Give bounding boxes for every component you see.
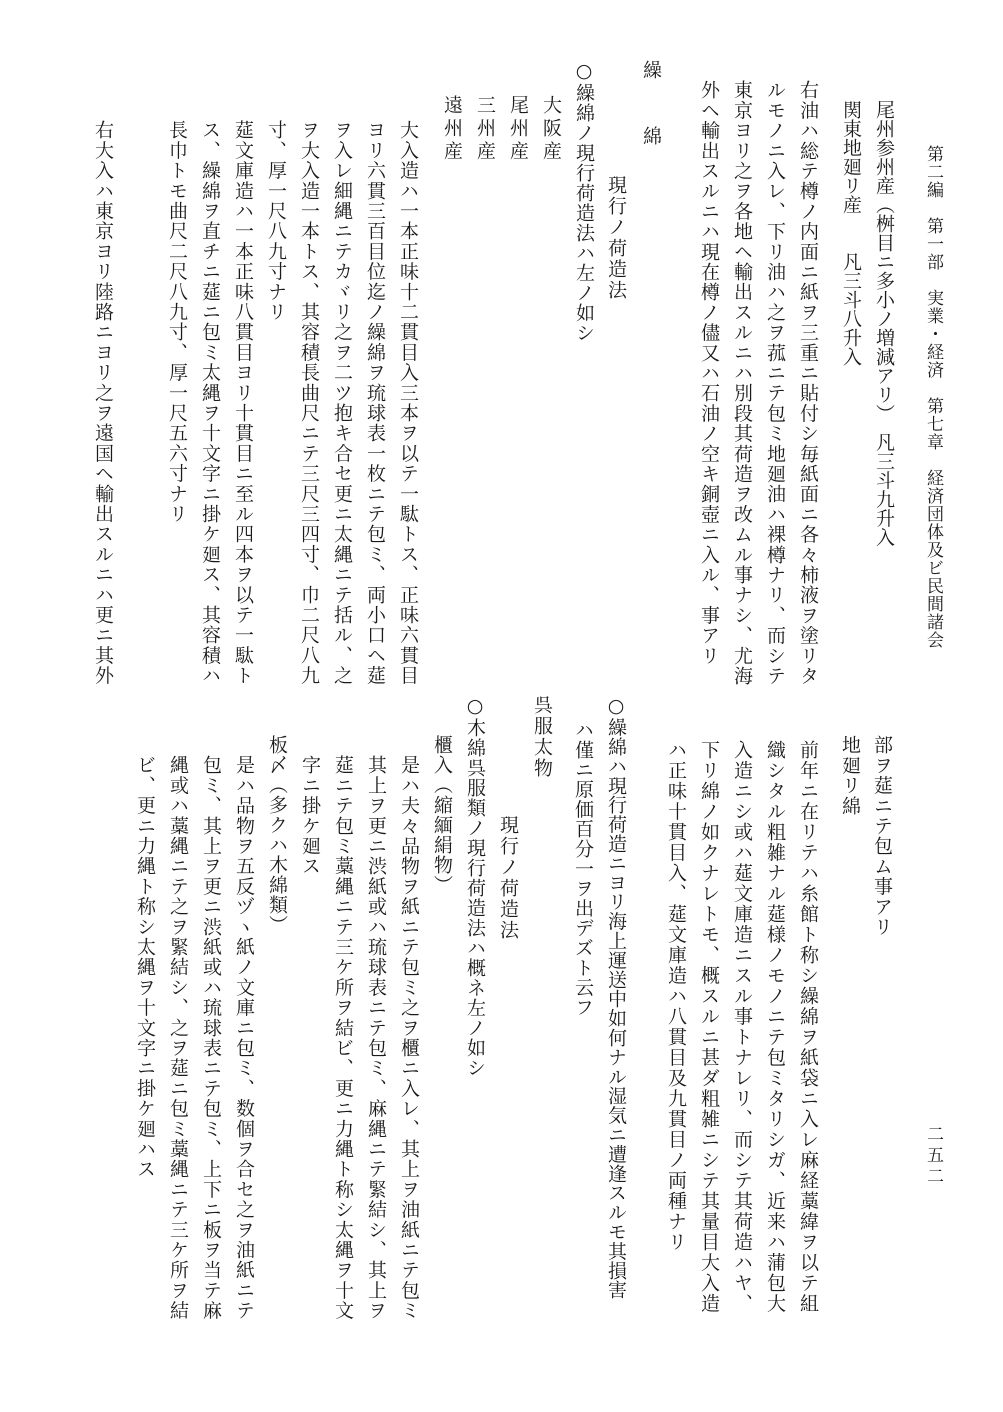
text-line: 前年ニ在リテハ糸館ト称シ繰綿ヲ紙袋ニ入レ麻経藁緯ヲ以テ組 <box>797 740 819 1314</box>
text-line: ヲ大入造一本トス、其容積長曲尺ニテ三尺三四寸、巾二尺八九 <box>298 120 320 686</box>
text-line: 織シタル粗雑ナル莚様ノモノニテ包ミタリシガ、近来ハ蒲包大 <box>764 740 786 1314</box>
text-line: 縄或ハ藁縄ニテ之ヲ緊結シ、之ヲ莚ニ包ミ藁縄ニテ三ケ所ヲ結 <box>167 755 189 1321</box>
page-number: 二五二 <box>923 1125 943 1188</box>
section-heading: 繰 綿 <box>640 60 662 159</box>
text-line: 尾州参州産（桝目ニ多小ノ増減アリ） 凡三斗九升入 <box>873 100 895 547</box>
text-line: 莚文庫造ハ一本正味八貫目ヨリ十貫目ニ至ル四本ヲ以テ一駄ト <box>232 120 254 686</box>
text-line: 字ニ掛ケ廻ス <box>299 755 321 877</box>
text-line: 遠州産 <box>441 95 463 164</box>
section-heading: 呉服太物 <box>531 695 553 779</box>
text-line: 尾州産 <box>507 95 529 164</box>
text-line: ヲ入レ細縄ニテカヾリ之ヲ二ツ抱キ合セ更ニ太縄ニテ括ル、之 <box>331 120 353 686</box>
text-line: 莚ニテ包ミ藁縄ニテ三ケ所ヲ結ビ、更ニ力縄ト称シ太縄ヲ十文 <box>332 755 354 1321</box>
running-header: 第二編 第一部 実業・経済 第七章 経済団体及ビ民間諸会 <box>923 145 943 649</box>
text-line: 部ヲ莚ニテ包ム事アリ <box>871 735 893 937</box>
text-line: ハ正味十貫目入、莚文庫造ハ八貫目及九貫目ノ両種ナリ <box>665 740 687 1253</box>
text-line: 寸、厚一尺八九寸ナリ <box>265 120 287 322</box>
text-line: ○木綿呉服類ノ現行荷造法ハ概ネ左ノ如シ <box>464 695 486 1078</box>
text-line: ○繰綿ハ現行荷造ニヨリ海上運送中如何ナル湿気ニ遭逢スルモ其損害 <box>605 695 627 1300</box>
text-line: 櫃入（縮緬絹物） <box>431 735 453 895</box>
text-line: 是ハ夫々品物ヲ紙ニテ包ミ之ヲ櫃ニ入レ、其上ヲ油紙ニテ包ミ <box>398 755 420 1321</box>
text-line: 三州産 <box>474 95 496 164</box>
text-line: 入造ニシ或ハ莚文庫造ニスル事トナレリ、而シテ其荷造ハヤ、 <box>731 740 753 1314</box>
text-line: ス、繰綿ヲ直チニ莚ニ包ミ太縄ヲ十文字ニ掛ケ廻ス、其容積ハ <box>199 120 221 686</box>
text-line: 大阪産 <box>540 95 562 164</box>
text-line: 是ハ品物ヲ五反ヅヽ紙ノ文庫ニ包ミ、数個ヲ合セ之ヲ油紙ニテ <box>233 755 255 1321</box>
text-line: 包ミ、其上ヲ更ニ渋紙或ハ琉球表ニテ包ミ、上下ニ板ヲ当テ麻 <box>200 755 222 1321</box>
text-line: ビ、更ニ力縄ト称シ太縄ヲ十文字ニ掛ケ廻ハス <box>134 755 156 1180</box>
text-line: 外ヘ輸出スルニハ現在樽ノ儘又ハ石油ノ空キ銅壺ニ入ル、事アリ <box>698 80 720 666</box>
text-line: ○繰綿ノ現行荷造法ハ左ノ如シ <box>573 60 595 343</box>
subsection-heading: 現行ノ荷造法 <box>497 815 519 941</box>
text-line: ヨリ六貫三百目位迄ノ繰綿ヲ琉球表一枚ニテ包ミ、両小口ヘ莚 <box>364 120 386 686</box>
text-line: ハ僅ニ原価百分一ヲ出デズト云フ <box>572 720 594 1017</box>
text-line: 右大入ハ東京ヨリ陸路ニヨリ之ヲ遠国ヘ輸出スルニハ更ニ其外 <box>92 120 114 686</box>
text-line: 長巾トモ曲尺二尺八九寸、厚一尺五六寸ナリ <box>166 120 188 524</box>
text-line: 其上ヲ更ニ渋紙或ハ琉球表ニテ包ミ、麻縄ニテ緊結シ、其上ヲ <box>365 755 387 1321</box>
text-line: 板〆（多クハ木綿類） <box>266 735 288 935</box>
text-line: ルモノニ入レ、下リ油ハ之ヲ菰ニテ包ミ地廻油ハ裸樽ナリ、而シテ <box>764 80 786 686</box>
text-line: 右油ハ総テ樽ノ内面ニ紙ヲ三重ニ貼付シ毎紙面ニ各々柿液ヲ塗リタ <box>797 80 819 686</box>
text-line: 地廻リ綿 <box>839 735 861 816</box>
text-line: 大入造ハ一本正味十二貫目入三本ヲ以テ一駄トス、正味六貫目 <box>397 120 419 686</box>
text-line: 下リ綿ノ如クナレトモ、概スルニ甚ダ粗雑ニシテ其量目大入造 <box>698 740 720 1314</box>
text-line: 関東地廻リ産 凡三斗八升入 <box>840 100 862 366</box>
text-line: 東京ヨリ之ヲ各地ヘ輸出スルニハ別段其荷造ヲ改ムル事ナシ、尤海 <box>731 80 753 686</box>
subsection-heading: 現行ノ荷造法 <box>605 175 627 301</box>
